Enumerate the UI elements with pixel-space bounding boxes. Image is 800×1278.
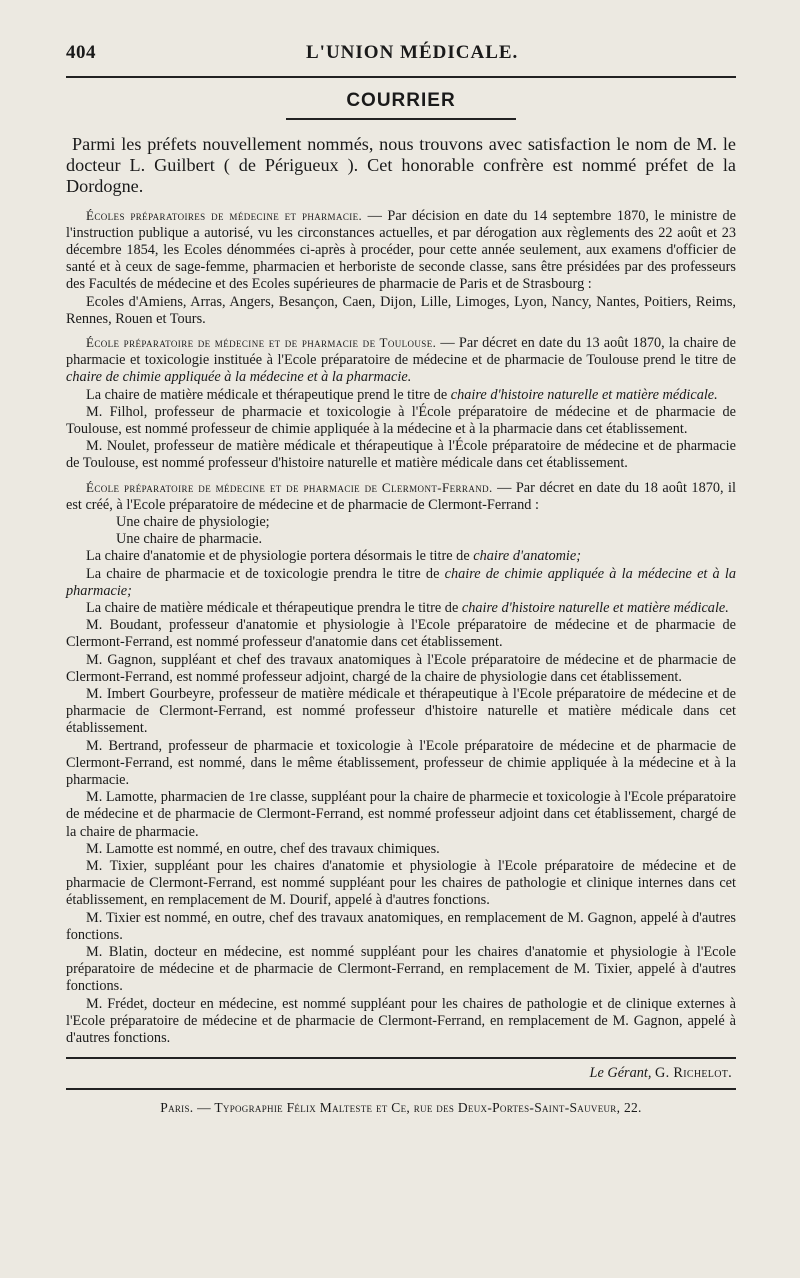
paragraph-noulet: M. Noulet, professeur de matière médicale et thérapeutique à l'École préparatoire de médecine et de pharmacie de Toulouse, est nommé professeur d'histoire naturelle et matière médicale dans cet établissement.	[66, 438, 736, 472]
journal-title: L'UNION MÉDICALE.	[306, 42, 519, 63]
paragraph-tixier-chef: M. Tixier est nommé, en outre, chef des travaux anatomiques, en remplacement de M. Gagnon, appelé à d'autres fonctions.	[66, 909, 736, 943]
paragraph-tixier: M. Tixier, suppléant pour les chaires d'anatomie et physiologie à l'Ecole préparatoire de médecine et de pharmacie de Clermont-Ferrand, est nommé suppléant pour les chaires de pathologie et clinique internes dans cet établissement, en remplacement de M. Dourif, appelé à d'autres fonctions.	[66, 858, 736, 909]
paragraph-ecoles-list: Ecoles d'Amiens, Arras, Angers, Besançon, Caen, Dijon, Lille, Limoges, Lyon, Nancy, Nantes, Poitiers, Reims, Rennes, Rouen et Tours.	[66, 293, 736, 327]
paragraph-blatin: M. Blatin, docteur en médecine, est nommé suppléant pour les chaires d'anatomie et physiologie à l'Ecole préparatoire de médecine et de pharmacie de Clermont-Ferrand, en remplacement de M. Tixier, appelé à d'autres fonctions.	[66, 944, 736, 995]
created-chairs-list	[66, 514, 736, 548]
paragraph-heading: Écoles préparatoires de médecine et pharmacie.	[86, 207, 363, 223]
paragraph-lamotte-chef: M. Lamotte est nommé, en outre, chef des travaux chimiques.	[86, 840, 440, 857]
section-title-rule	[286, 118, 516, 120]
article-body	[66, 207, 736, 1048]
paragraph-ecoles-preparatoires: Écoles préparatoires de médecine et pharmacie. — Par décision en date du 14 septembre 1870, le ministre de l'instruction publique a autorisé, vu les circonstances actuelles, et par dérogation aux règlements des 22 août et 23 décembre 1854, les Ecoles dénommées ci-après à procéder, pour cette année seulement, aux examens d'officier de santé et à ceux de sage-femme, pharmacien et herboriste de seconde classe, sans être présidées par des professeurs des Facultés de médecine et des Ecoles supérieures de pharmacie de Paris et de Strasbourg :	[66, 207, 736, 293]
paragraph-heading: École préparatoire de médecine et de pharmacie de Toulouse.	[86, 334, 437, 350]
list-item: Une chaire de pharmacie.	[116, 531, 263, 548]
gerant-name: G. Richelot.	[655, 1064, 732, 1081]
paragraph-chaire-chimie: La chaire de pharmacie et de toxicologie prendra le titre de chaire de chimie appliquée à la médecine et à la pharmacie;	[66, 565, 737, 599]
paragraph-clermont: École préparatoire de médecine et de pharmacie de Clermont-Ferrand. — Par décret en date du 18 août 1870, il est créé, à l'Ecole préparatoire de médecine et de pharmacie de Clermont-Ferrand :	[66, 479, 736, 513]
header-rule	[66, 76, 736, 78]
page-header	[66, 42, 736, 72]
paragraph-fredet: M. Frédet, docteur en médecine, est nommé suppléant pour les chaires de pathologie et de clinique externes à l'Ecole préparatoire de médecine et de pharmacie de Clermont-Ferrand, en remplacement de M. Gagnon, appelé à d'autres fonctions.	[66, 995, 736, 1047]
paragraph-chaire-anatomie: La chaire d'anatomie et de physiologie portera désormais le titre de chaire d'anatomie;	[86, 548, 582, 565]
list-item: Une chaire de physiologie;	[116, 513, 270, 530]
paragraph-heading: École préparatoire de médecine et de pharmacie de Clermont-Ferrand.	[86, 479, 493, 495]
gerant-signature	[66, 1065, 736, 1082]
gerant-label: Le Gérant,	[589, 1064, 652, 1081]
paragraph-toulouse-matiere: La chaire de matière médicale et thérapeutique prend le titre de chaire d'histoire naturelle et matière médicale.	[86, 386, 718, 403]
footer-rule-thick	[66, 1088, 736, 1090]
printer-imprint: Paris. — Typographie Félix Malteste et Ce, rue des Deux-Portes-Saint-Sauveur, 22.	[160, 1099, 642, 1115]
paragraph-imbert-gourbeyre: M. Imbert Gourbeyre, professeur de matière médicale et thérapeutique à l'Ecole préparatoire de médecine et de pharmacie de Clermont-Ferrand, est nommé professeur d'histoire naturelle et matière médicale dans cet établissement.	[66, 685, 736, 737]
page-number: 404	[66, 42, 96, 63]
paragraph-chaire-histoire: La chaire de matière médicale et thérapeutique prendra le titre de chaire d'histoire naturelle et matière médicale.	[86, 599, 729, 616]
paragraph-toulouse: École préparatoire de médecine et de pharmacie de Toulouse. — Par décret en date du 13 août 1870, la chaire de pharmacie et toxicologie instituée à l'Ecole préparatoire de médecine et de pharmacie de Toulouse prend le titre de chaire de chimie appliquée à la médecine et à la pharmacie.	[66, 334, 736, 386]
paragraph-bertrand: M. Bertrand, professeur de pharmacie et toxicologie à l'Ecole préparatoire de médecine et de pharmacie de Clermont-Ferrand, est nommé, dans le même établissement, professeur de chimie appliquée à la médecine et à la pharmacie.	[66, 737, 736, 788]
section-title: COURRIER	[346, 90, 456, 111]
paragraph-filhol: M. Filhol, professeur de pharmacie et toxicologie à l'École préparatoire de médecine et de pharmacie de Toulouse, est nommé professeur de chimie appliquée à la médecine et à la pharmacie dans cet établissement.	[66, 403, 736, 437]
lead-paragraph: Parmi les préfets nouvellement nommés, nous trouvons avec satisfaction le nom de M. le docteur L. Guilbert ( de Périgueux ). Cet honorable confrère est nommé préfet de la Dordogne.	[66, 133, 736, 196]
paragraph-boudant: M. Boudant, professeur d'anatomie et physiologie à l'Ecole préparatoire de médecine et de pharmacie de Clermont-Ferrand, est nommé professeur d'anatomie dans cet établissement.	[66, 617, 736, 651]
paragraph-lamotte: M. Lamotte, pharmacien de 1re classe, suppléant pour la chaire de pharmecie et toxicologie à l'Ecole préparatoire de médecine et de pharmacie de Clermont-Ferrand, est nommé professeur adjoint dans cet établissement, chargé de la chaire de pharmacie.	[66, 789, 736, 840]
footer-rule	[66, 1057, 736, 1059]
paragraph-gagnon: M. Gagnon, suppléant et chef des travaux anatomiques à l'Ecole préparatoire de médecine et de pharmacie de Clermont-Ferrand, est nommé professeur adjoint, chargé de la chaire de physiologie dans cet établissement.	[66, 651, 736, 685]
